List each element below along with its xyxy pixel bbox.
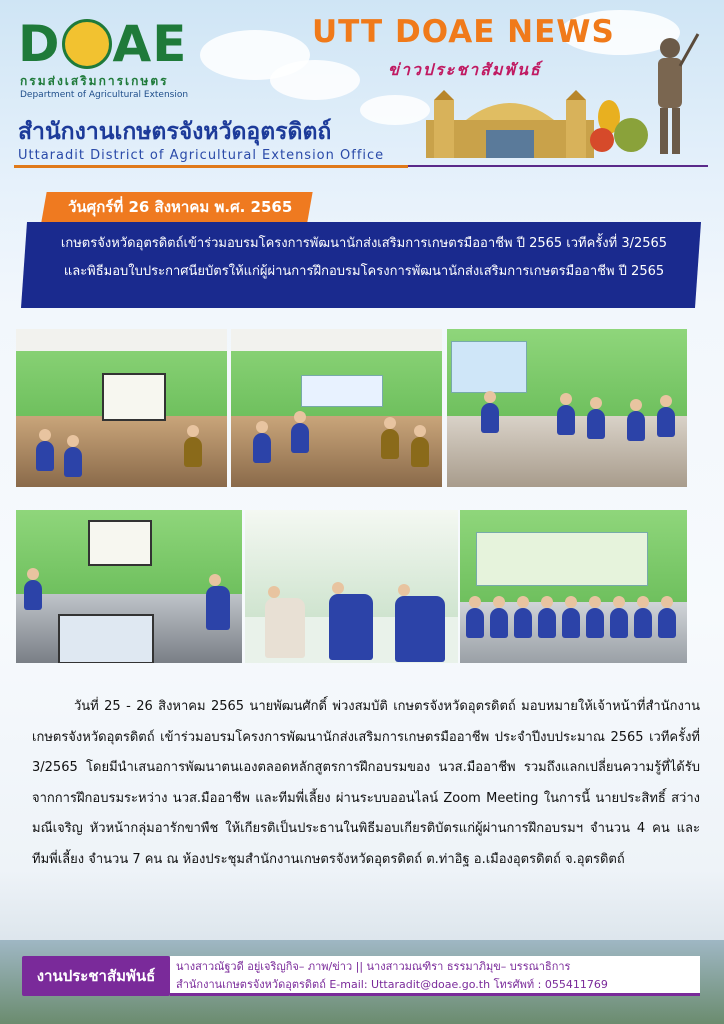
person-icon [329, 594, 373, 660]
cloud-decoration [270, 60, 360, 100]
person-icon [395, 596, 445, 662]
headline [40, 230, 688, 286]
logo-wordmark: D AE [18, 15, 188, 73]
logo-english-text: Department of Agricultural Extension [20, 90, 189, 100]
header-divider [14, 165, 408, 168]
person-icon [184, 437, 202, 467]
person-icon [381, 429, 399, 459]
person-icon [291, 423, 309, 453]
laptop-screen-icon [58, 614, 154, 663]
banner-icon [451, 341, 527, 393]
person-icon [562, 608, 580, 638]
footer-info [170, 956, 700, 996]
photo-meeting-room-3 [447, 329, 687, 487]
photo-meeting-room-2 [231, 329, 442, 487]
office-name-thai: สำนักงานเกษตรจังหวัดอุตรดิตถ์ [18, 119, 332, 145]
person-icon [64, 447, 82, 477]
city-gate-icon [426, 90, 594, 158]
date-badge [41, 192, 312, 222]
person-icon [36, 441, 54, 471]
doae-logo [16, 16, 206, 104]
headline-line: และพิธีมอบใบประกาศนียบัตรให้แก่ผู้ผ่านการฝึกอบรมโครงการพัฒนานักส่งเสริมการเกษตรมืออาชีพ ปี 2565 [63, 264, 665, 279]
headline-line: เกษตรจังหวัดอุตรดิตถ์เข้าร่วมอบรมโครงการพัฒนานักส่งเสริมการเกษตรมืออาชีพ ปี 2565 เวทีครั้งที่ 3/2565 [60, 236, 668, 251]
photo-zoom-meeting [16, 510, 242, 663]
person-icon [253, 433, 271, 463]
person-icon [490, 608, 508, 638]
date-text: วันศุกร์ที่ 26 สิงหาคม พ.ศ. 2565 [68, 198, 293, 216]
footer-credits: นางสาวณัฐวดี อยู่เจริญกิจ– ภาพ/ข่าว || นางสาวมณฑิรา ธรรมาภิมุข– บรรณาธิการ [176, 960, 571, 973]
person-icon [411, 437, 429, 467]
person-icon [206, 586, 230, 630]
person-icon [514, 608, 532, 638]
photo-ceiling [16, 329, 227, 351]
header-divider [408, 165, 708, 167]
person-icon [634, 608, 652, 638]
projector-screen-icon [88, 520, 152, 566]
photo-certificate-group [460, 510, 687, 663]
person-icon [627, 411, 645, 441]
statue-icon [640, 30, 700, 160]
banner-icon [476, 532, 648, 586]
newsletter-title: UTT DOAE NEWS [312, 14, 615, 50]
photo-staff-portrait [245, 510, 458, 663]
person-icon [265, 598, 305, 658]
logo-thai-text: กรมส่งเสริมการเกษตร [20, 74, 169, 88]
person-icon [557, 405, 575, 435]
cloud-decoration [360, 95, 430, 125]
person-icon [587, 409, 605, 439]
person-icon [610, 608, 628, 638]
person-icon [657, 407, 675, 437]
photo-ceiling [231, 329, 442, 351]
banner-icon [301, 375, 383, 407]
fruit-icon [590, 128, 614, 152]
person-icon [538, 608, 556, 638]
photo-meeting-room-1 [16, 329, 227, 487]
person-icon [466, 608, 484, 638]
person-icon [24, 580, 42, 610]
person-icon [658, 608, 676, 638]
article-body: วันที่ 25 - 26 สิงหาคม 2565 นายพัฒนศักดิ์ พ่วงสมบัติ เกษตรจังหวัดอุตรดิตถ์ มอบหมายให้เจ้าหน้าที่สำนักงานเกษตรจังหวัดอุตรดิตถ์ เข้าร่วมอบรมโครงการพัฒนานักส่งเสริมการเกษตรมืออาชีพ ประจำปีงบประมาณ 2565 เวทีครั้งที่ 3/2565 โดยมีนำเสนอการพัฒนาตนเองตลอดหลักสูตรการฝึกอบรมของ นวส.มืออาชีพ รวมถึงแลกเปลี่ยนความรู้ที่ได้รับจากการฝึกอบรมระหว่าง นวส.มืออาชีพ และทีมพี่เลี้ยง ผ่านระบบออนไลน์ Zoom Meeting ในการนี้ นายประสิทธิ์ สว่างมณีเจริญ หัวหน้ากลุ่มอารักขาพืช ให้เกียรติเป็นประธานในพิธีมอบเกียรติบัตรแก่ผู้ผ่านการฝึกอบรมฯ จำนวน 4 คน และทีมพี่เลี้ยง จำนวน 7 คน ณ ห้องประชุมสำนักงานเกษตรจังหวัดอุตรดิตถ์ ต.ท่าอิฐ อ.เมืองอุตรดิตถ์ จ.อุตรดิตถ์ [32, 699, 700, 867]
newsletter-subtitle: ข่าวประชาสัมพันธ์ [388, 60, 542, 79]
footer-contact: สำนักงานเกษตรจังหวัดอุตรดิตถ์ E-mail: Uttaradit@doae.go.th โทรศัพท์ : 055411769 [176, 978, 608, 991]
person-icon [586, 608, 604, 638]
footer-section-label: งานประชาสัมพันธ์ [22, 956, 170, 996]
projector-screen-icon [102, 373, 166, 421]
logo-emblem-icon [62, 19, 112, 69]
person-icon [481, 403, 499, 433]
office-name-english: Uttaradit District of Agricultural Extension Office [18, 148, 385, 163]
